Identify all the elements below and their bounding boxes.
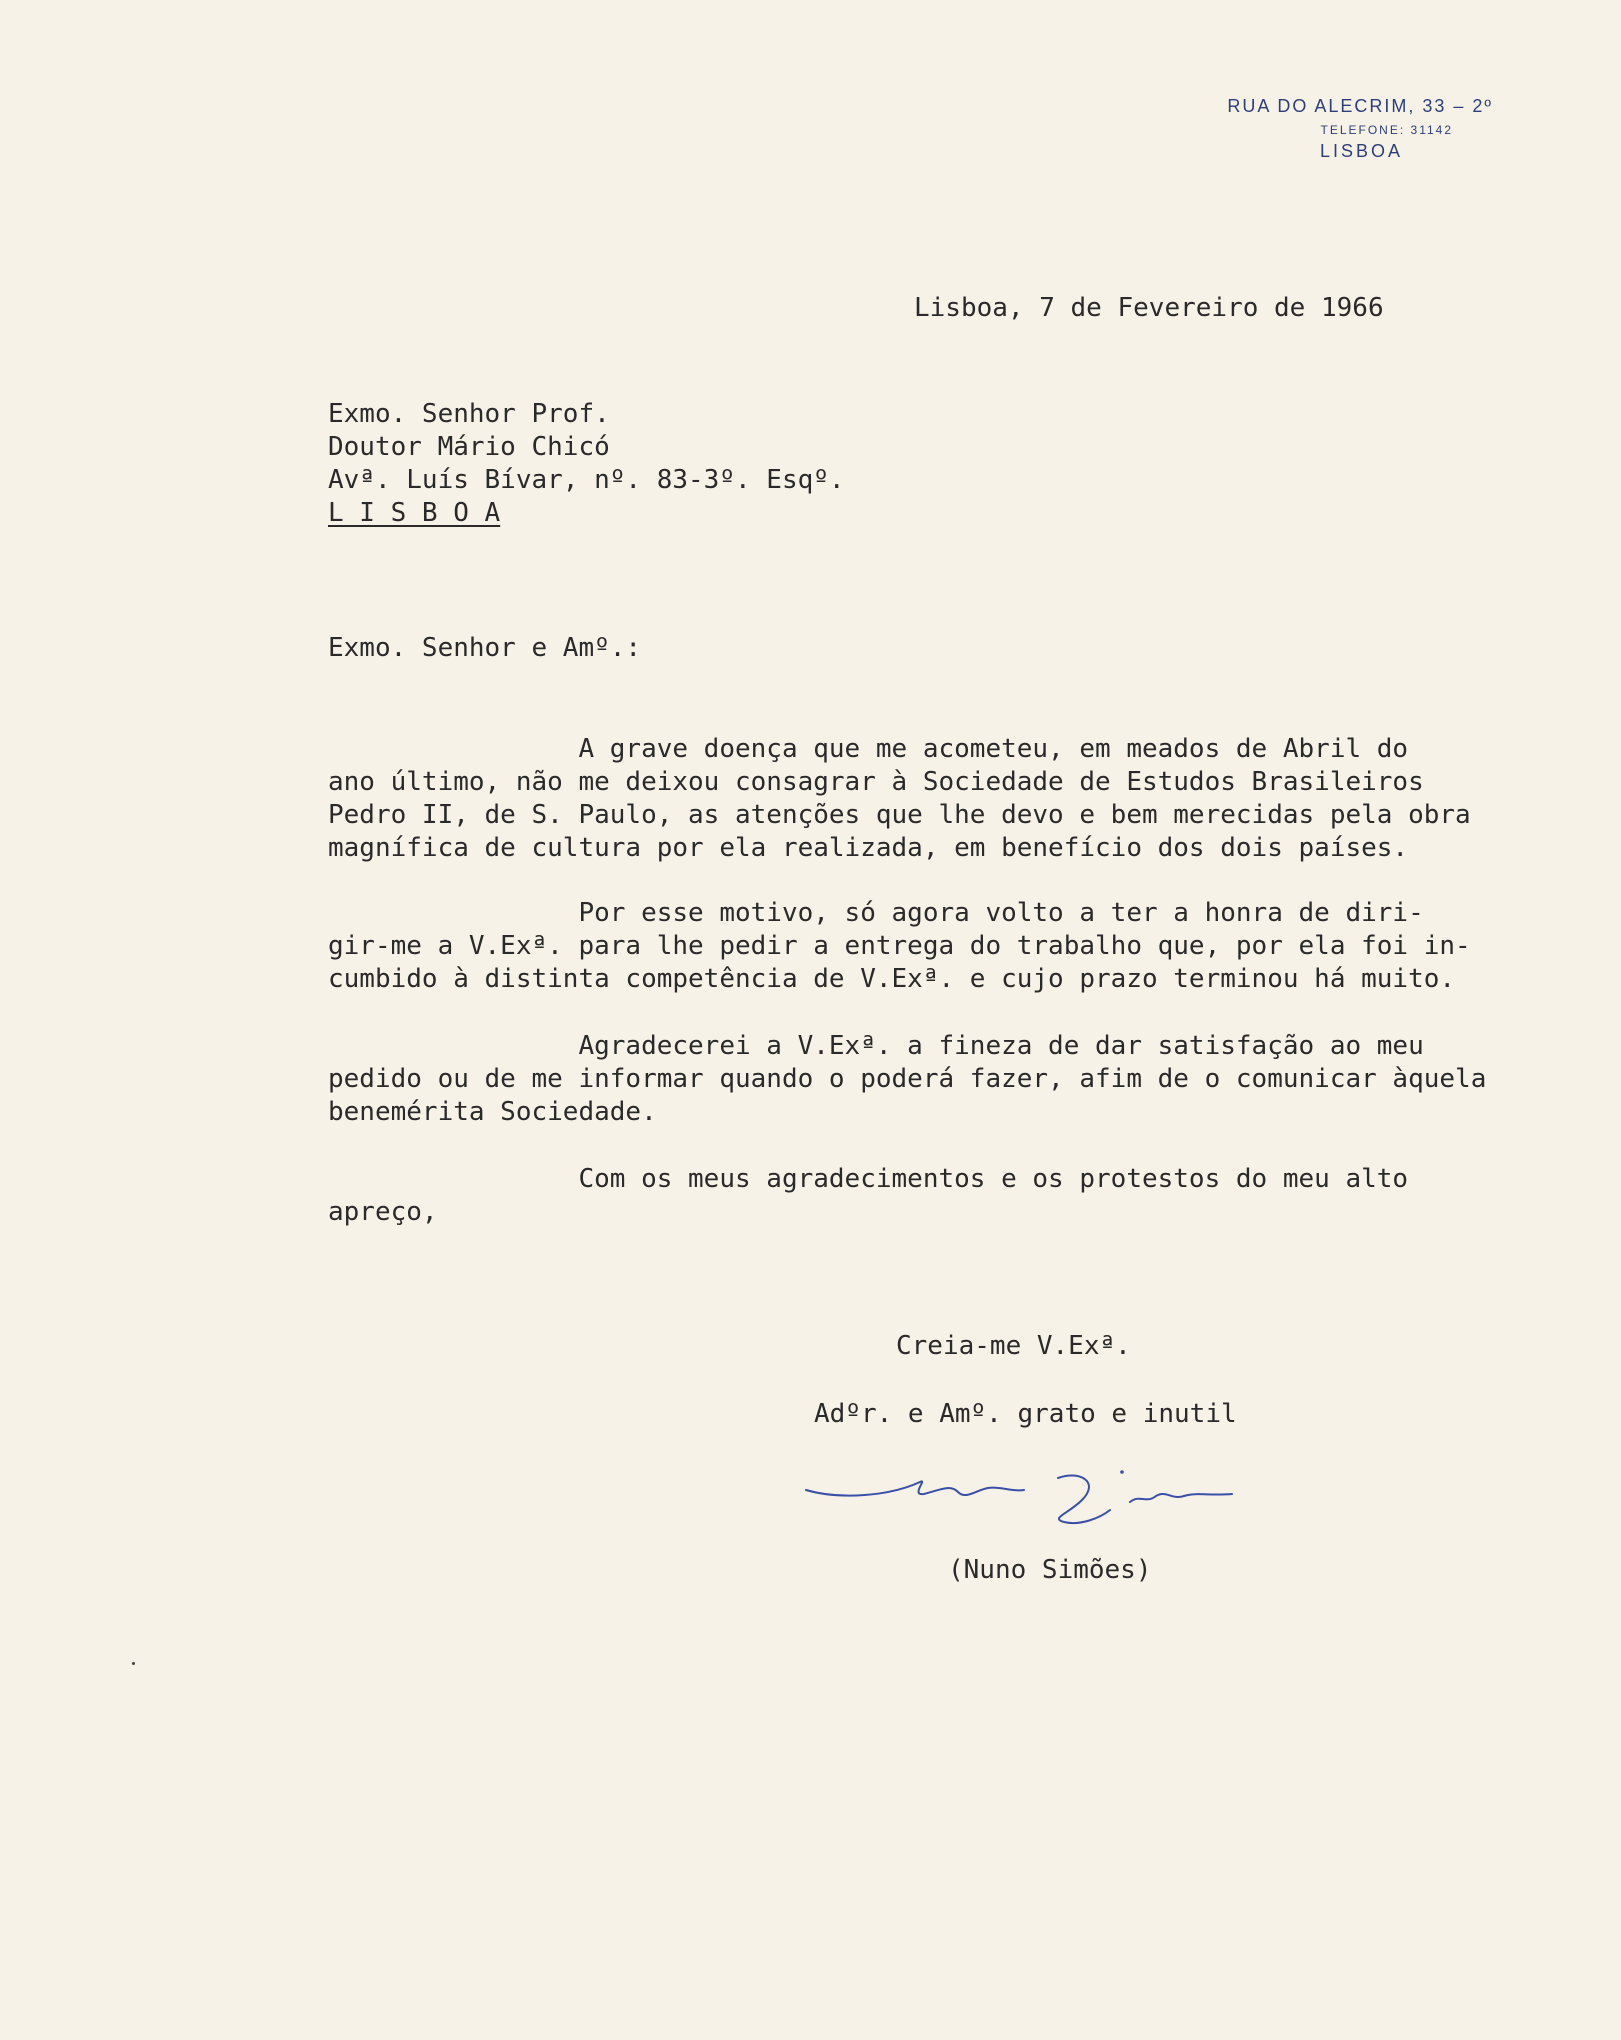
recipient-line-2: Doutor Mário Chicó	[328, 432, 610, 462]
closing-line-1: Creia-me V.Exª.	[896, 1331, 1131, 1361]
closing-line-2: Adºr. e Amº. grato e inutil	[814, 1399, 1237, 1429]
letterhead	[1153, 96, 1493, 162]
recipient-line-1: Exmo. Senhor Prof.	[328, 399, 610, 429]
paragraph-3: Agradecerei a V.Exª. a fineza de dar satisfação ao meu pedido ou de me informar quando o poderá fazer, afim de o comunicar àquela benemérita Sociedade.	[328, 1031, 1487, 1127]
paragraph-4: Com os meus agradecimentos e os protestos do meu alto apreço,	[328, 1164, 1409, 1227]
letterhead-phone: TELEFONE: 31142	[1320, 123, 1453, 137]
recipient-address	[328, 398, 845, 530]
recipient-city: L I S B O A	[328, 498, 501, 528]
handwritten-signature	[800, 1466, 1240, 1536]
paragraph-1: A grave doença que me acometeu, em meados de Abril do ano último, não me deixou consagrar à Sociedade de Estudos Brasileiros Pedro II, de S. Paulo, as atenções que lhe devo e bem merecidas pela obra magnífica de cultura por ela realizada, em benefício dos dois países.	[328, 734, 1471, 863]
signature-name: (Nuno Simões)	[948, 1555, 1152, 1585]
date-line: Lisboa, 7 de Fevereiro de 1966	[914, 293, 1384, 323]
letterhead-city: LISBOA	[1319, 141, 1403, 161]
salutation: Exmo. Senhor e Amº.:	[328, 633, 642, 663]
paragraph-2: Por esse motivo, só agora volto a ter a honra de diri- gir-me a V.Exª. para lhe pedir a entrega do trabalho que, por ela foi in- cumbido à distinta competência de V.Exª. e cujo prazo terminou há muito.	[328, 898, 1471, 994]
paper-speck	[132, 1662, 135, 1665]
letterhead-street: RUA DO ALECRIM, 33 – 2º	[1227, 96, 1493, 116]
recipient-line-3: Avª. Luís Bívar, nº. 83-3º. Esqº.	[328, 465, 845, 495]
